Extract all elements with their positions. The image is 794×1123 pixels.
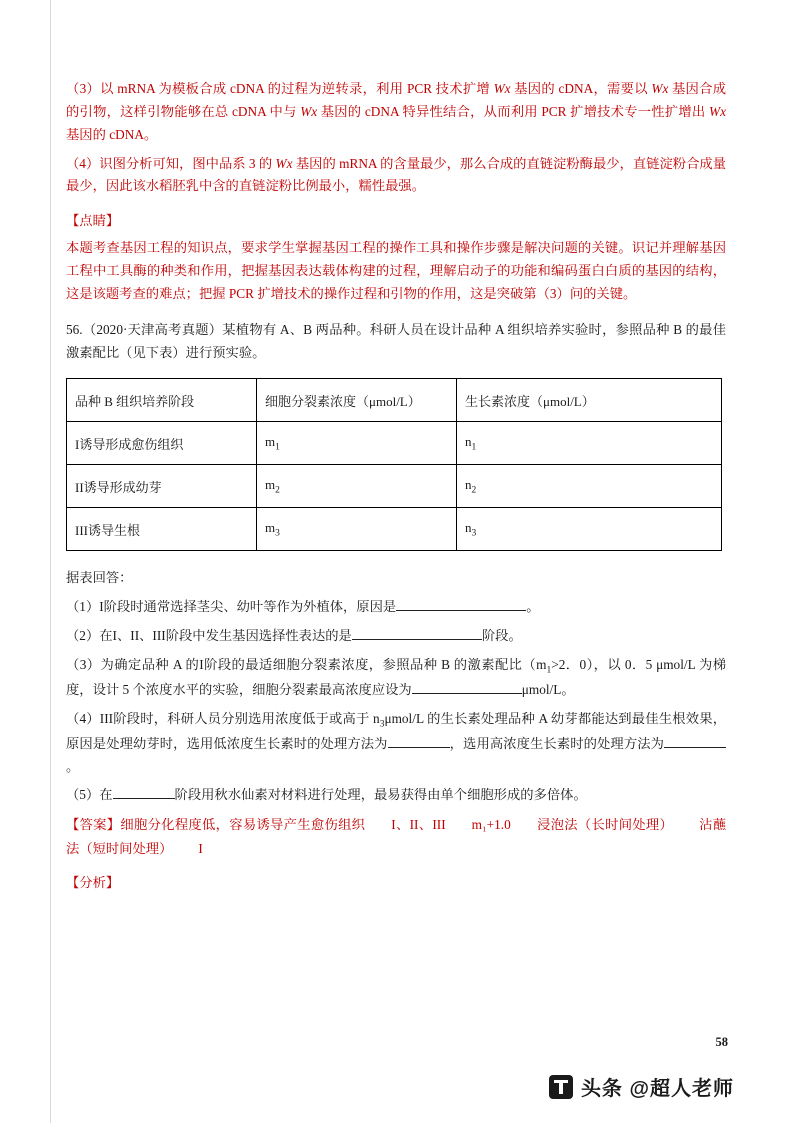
sub-question-4 <box>66 708 726 779</box>
cell-auxin <box>457 422 722 465</box>
p3-mid-1: 基因的 cDNA，需要以 <box>510 81 652 96</box>
page-content <box>66 78 726 899</box>
sub-question-3-tail: μmol/L。 <box>521 681 575 697</box>
analysis-heading: 【分析】 <box>66 874 120 890</box>
sub-question-2-text: （2）在I、II、III阶段中发生基因选择性表达的是 <box>66 627 352 643</box>
p3-gene-2: Wx <box>651 81 669 96</box>
table-header-stage: 品种 B 组织培养阶段 <box>67 379 257 422</box>
sub-question-4-text-c: ，选用高浓度生长素时的处理方法为 <box>449 735 665 751</box>
p3-mid-2: 基因合成的引物，这样引物能够在总 cDNA 中与 <box>66 81 726 119</box>
cell-cytokinin-sub: 2 <box>275 485 280 496</box>
p4-gene: Wx <box>275 155 293 171</box>
p4-tail: 基因的 mRNA 的含量最少，那么合成的直链淀粉酶最少，直链淀粉合成量最少，因此该水稻胚乳中含的直链淀粉比例最小，糯性最强。 <box>66 155 726 194</box>
cell-auxin <box>457 508 722 551</box>
p3-prefix: （3）以 mRNA 为模板合成 cDNA 的过程为逆转录，利用 PCR 技术扩增 <box>66 81 494 96</box>
page-left-rule <box>50 0 51 1123</box>
sub-question-1-tail: 。 <box>526 599 540 615</box>
hormone-ratio-table <box>66 378 722 551</box>
p3-mid-3: 基因的 cDNA 特异性结合，从而利用 PCR 扩增技术专一性扩增出 <box>317 103 710 119</box>
toutiao-logo-icon <box>549 1075 573 1099</box>
cell-auxin <box>457 465 722 508</box>
answer-blank-1[interactable] <box>396 610 526 611</box>
answer-blank-2[interactable] <box>352 639 482 640</box>
cell-cytokinin-value: m <box>265 433 276 449</box>
cell-cytokinin <box>257 508 457 551</box>
answer-item-5: 沾蘸法（短时间处理） <box>66 817 727 856</box>
cell-auxin-value: n <box>465 476 472 492</box>
answer-blank-5[interactable] <box>113 798 175 799</box>
table-row <box>67 422 722 465</box>
cell-cytokinin <box>257 422 457 465</box>
answer-item-6: I <box>198 840 203 856</box>
sub-question-1-text: （1）I阶段时通常选择茎尖、幼叶等作为外植体，原因是 <box>66 599 397 615</box>
table-row <box>67 465 722 508</box>
dianjing-body: 本题考查基因工程的知识点，要求学生掌握基因工程的操作工具和操作步骤是解决问题的关键。识记并理解基因工程中工具酶的种类和作用，把握基因表达载体构建的过程，理解启动子的功能和编码蛋白白质的基因的结构，这是该题考查的难点；把握 PCR 扩增技术的操作过程和引物的作用，这是突破第（3）问的关键。 <box>66 240 726 301</box>
answer-blank-3[interactable] <box>412 693 522 694</box>
answer-item-4: 浸泡法（长时间处理） <box>536 817 674 833</box>
answer-blank-4b[interactable] <box>664 747 726 748</box>
cell-auxin-sub: 2 <box>471 485 477 496</box>
cell-cytokinin-sub: 3 <box>275 528 280 539</box>
answer-item-3: m₁+1.0 <box>471 817 511 833</box>
cell-auxin-value: n <box>465 519 472 535</box>
table-header-cytokinin: 细胞分裂素浓度（μmol/L） <box>257 379 457 422</box>
cell-cytokinin-sub: 1 <box>275 442 280 453</box>
p3-gene-3: Wx <box>300 103 318 119</box>
sub-question-3-text-a: （3）为确定品种 A 的I阶段的最适细胞分裂素浓度，参照品种 B 的激素配比（m <box>66 656 547 672</box>
sub-question-3 <box>66 654 726 702</box>
p3-gene-1: Wx <box>493 81 511 96</box>
answer-blank-4a[interactable] <box>388 747 450 748</box>
cell-auxin-sub: 3 <box>471 528 477 539</box>
sub-question-5 <box>66 784 726 807</box>
dianjing-heading: 【点睛】 <box>66 213 120 229</box>
cell-auxin-sub: 1 <box>471 442 477 453</box>
p3-gene-4: Wx <box>709 103 726 119</box>
page-number: 58 <box>715 1035 728 1049</box>
sub-question-4-text-a: （4）III阶段时，科研人员分别选用浓度低于或高于 n <box>66 710 380 726</box>
sub-question-5-text: （5）在 <box>66 787 113 803</box>
answer-item-2: I、II、III <box>391 817 446 833</box>
table-row <box>67 508 722 551</box>
table-prompt: 据表回答： <box>66 570 133 586</box>
cell-cytokinin <box>257 465 457 508</box>
watermark-text: 头条 @超人老师 <box>580 1078 734 1100</box>
p3-tail: 基因的 cDNA。 <box>66 126 158 142</box>
cell-cytokinin-value: m <box>265 476 276 492</box>
sub-question-1 <box>66 596 726 619</box>
answer-block <box>66 813 726 860</box>
answer-item-1: 细胞分化程度低，容易诱导产生愈伤组织 <box>120 817 366 833</box>
answer-label: 【答案】 <box>66 817 121 833</box>
cell-stage: III诱导生根 <box>67 508 257 551</box>
table-header-row <box>67 379 722 422</box>
table-header-auxin: 生长素浓度（μmol/L） <box>457 379 722 422</box>
sub-question-5-tail: 阶段用秋水仙素对材料进行处理，最易获得由单个细胞形成的多倍体。 <box>174 787 587 803</box>
sub-question-4-subscript: 3 <box>379 719 385 730</box>
sub-question-4-text-b: μmol/L 的生长素处理品种 A 幼芽都能达到最佳生根效果，原因是处理幼芽时，选用低浓度生长素时的处理方法为 <box>66 710 727 751</box>
paragraph-3 <box>66 78 726 147</box>
sub-question-3-subscript: 1 <box>546 665 552 676</box>
cell-stage: II诱导形成幼芽 <box>67 465 257 508</box>
sub-question-2 <box>66 625 726 648</box>
sub-question-3-text-b: >2．0），以 0．5 μmol/L 为梯度，设计 5 个浓度水平的实验，细胞分裂素最高浓度应设为 <box>66 656 726 697</box>
sub-question-4-tail: 。 <box>66 758 80 774</box>
cell-stage: I诱导形成愈伤组织 <box>67 422 257 465</box>
sub-question-2-tail: 阶段。 <box>481 627 522 643</box>
question-56: 56.（2020·天津高考真题）某植物有 A、B 两品种。科研人员在设计品种 A 组织培养实验时，参照品种 B 的最佳激素配比（见下表）进行预实验。 <box>66 321 726 360</box>
cell-cytokinin-value: m <box>265 519 276 535</box>
watermark <box>549 1072 734 1101</box>
paragraph-4 <box>66 153 726 199</box>
p4-prefix: （4）识图分析可知，图中品系 3 的 <box>66 155 276 171</box>
cell-auxin-value: n <box>465 433 472 449</box>
